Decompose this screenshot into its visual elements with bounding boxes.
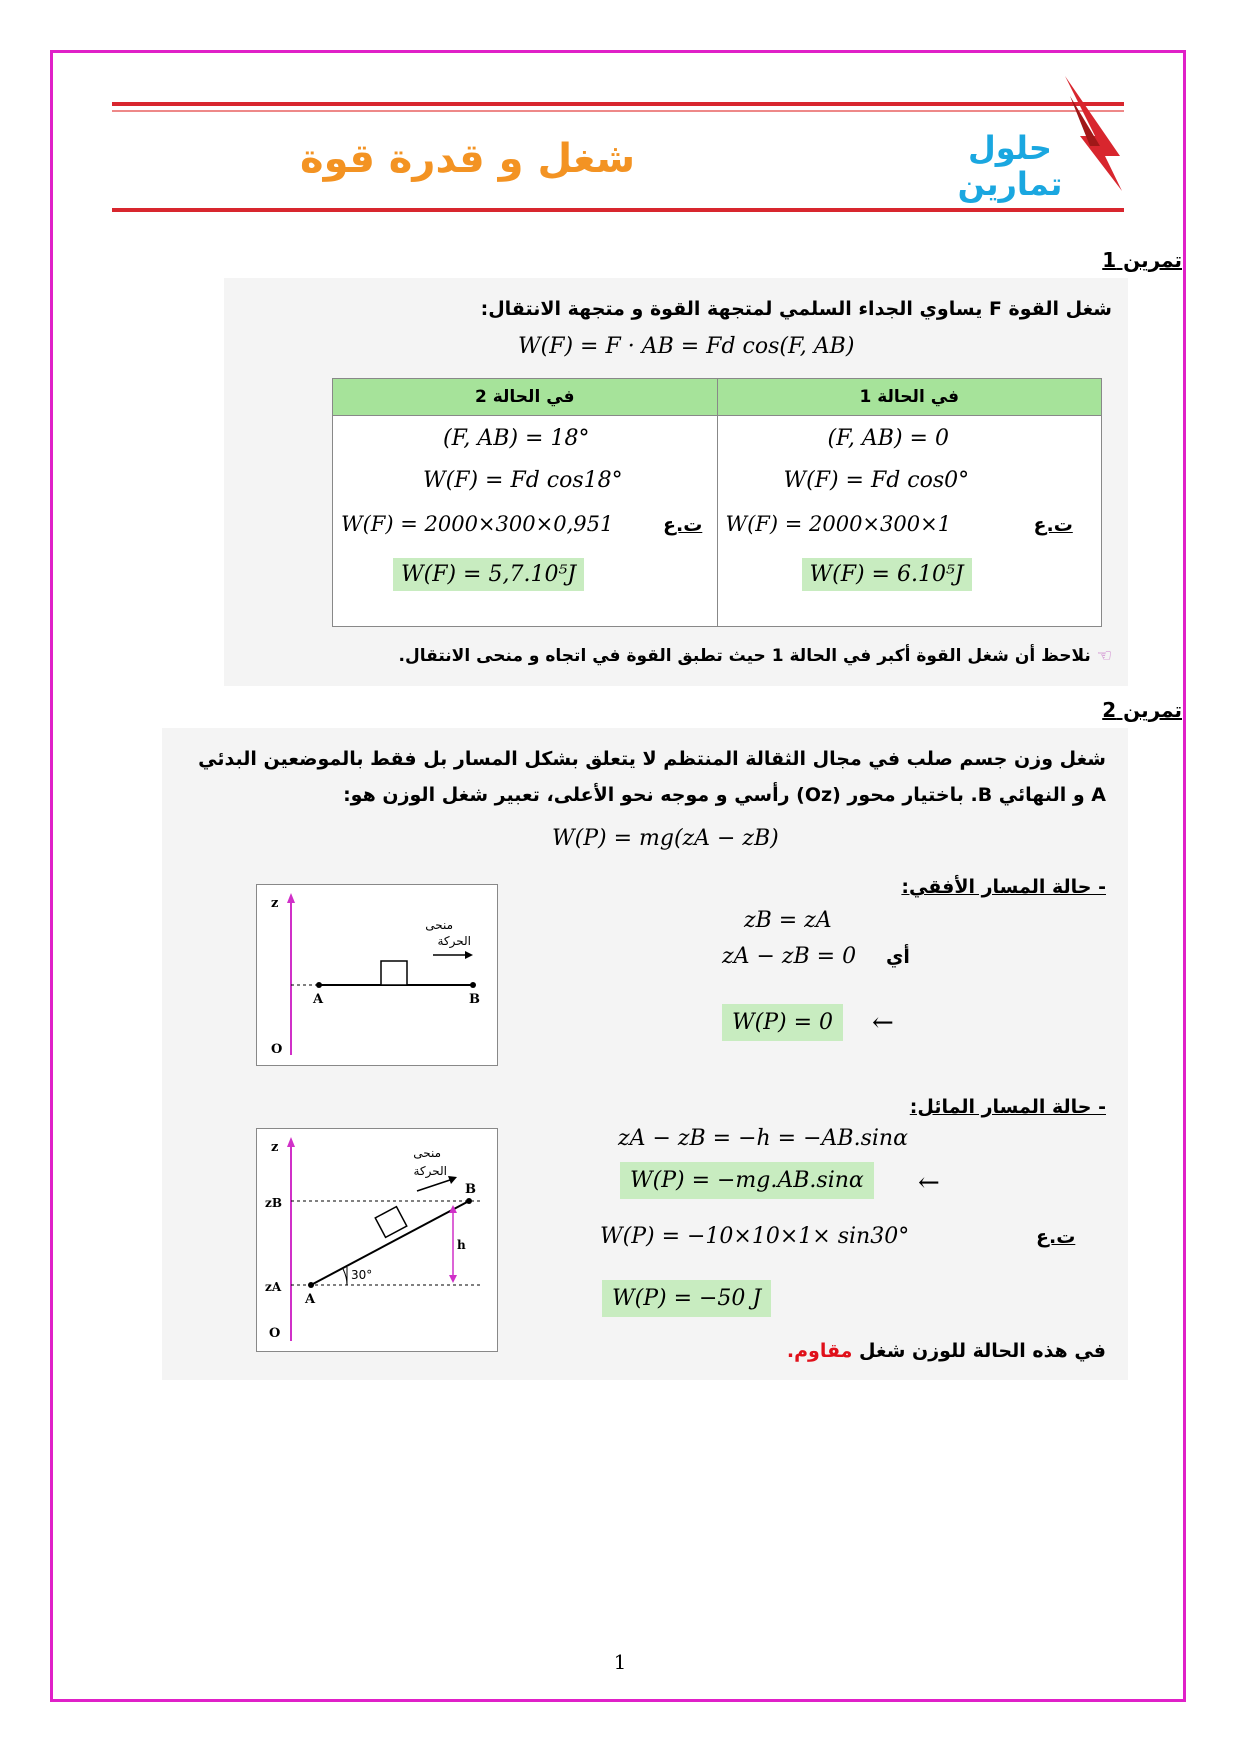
- horizontal-arrow-icon: ←: [872, 1008, 894, 1038]
- origin-label: O: [271, 1042, 283, 1057]
- motion-label-line1: منحى: [425, 918, 453, 932]
- logo: [950, 130, 1070, 202]
- h-arrow-down-icon: [449, 1275, 457, 1283]
- case2-header: في الحالة 2: [333, 379, 718, 416]
- case2-angle: (F, AB) = 18°: [443, 426, 590, 451]
- case2-result: W(F) = 5,7.10⁵J: [393, 558, 584, 591]
- exercise2-intro-line2: A و النهائي B. باختيار محور (Oz) رأسي و موجه نحو الأعلى، تعبير شغل الوزن هو:: [343, 784, 1106, 806]
- horizontal-result: W(P) = 0: [722, 1004, 843, 1041]
- inclined-diagram: [256, 1128, 498, 1352]
- inclined-final: W(P) = −50 J: [602, 1280, 771, 1317]
- motion-label-line2: الحركة: [413, 1164, 447, 1178]
- case1-header: في الحالة 1: [717, 379, 1102, 416]
- inclined-numeric: W(P) = −10×10×1× sin30°: [600, 1224, 910, 1249]
- exercise1-formula: W(F) = F · AB = Fd cos(F, AB): [518, 334, 855, 359]
- exercise1-label: تمرين 1: [1102, 248, 1182, 272]
- conclusion-prefix: في هذه الحالة للوزن شغل: [859, 1340, 1106, 1362]
- h-label: h: [457, 1238, 466, 1252]
- header-rule-top-thin: [112, 110, 1124, 112]
- inclined-tag: ت.ع: [1036, 1226, 1076, 1248]
- inclined-heading: - حالة المسار المائل:: [909, 1096, 1106, 1118]
- header-rule-bottom: [112, 208, 1124, 212]
- case1-cell: [717, 416, 1102, 627]
- horizontal-eq1: zB = zA: [744, 908, 832, 933]
- cases-table: [332, 378, 1102, 627]
- case2-cell: [333, 416, 718, 627]
- motion-arrow-icon: [465, 951, 473, 959]
- inclined-result: W(P) = −mg.AB.sinα: [620, 1162, 874, 1199]
- point-a-label: A: [313, 992, 324, 1007]
- horizontal-heading: - حالة المسار الأفقي:: [901, 876, 1106, 898]
- case1-numeric: W(F) = 2000×300×1: [725, 512, 952, 536]
- logo-line2: تمارين: [957, 165, 1063, 203]
- page-title: شغل و قدرة قوة: [300, 136, 636, 182]
- origin-label: O: [269, 1326, 281, 1341]
- horizontal-ay: أي: [886, 946, 910, 968]
- case1-tag: ت.ع: [1033, 514, 1073, 536]
- angle-arc: [343, 1269, 347, 1285]
- logo-mark-icon: [1060, 76, 1130, 196]
- horizontal-eq2: zA − zB = 0: [722, 944, 857, 969]
- logo-line1: حلول: [968, 129, 1052, 167]
- page-number: 1: [613, 1650, 627, 1674]
- horizontal-diagram: [256, 884, 498, 1066]
- conclusion-word: مقاوم.: [786, 1340, 853, 1362]
- motion-label-line2: الحركة: [437, 934, 471, 948]
- block: [375, 1207, 407, 1238]
- case1-work: W(F) = Fd cos0°: [783, 468, 970, 493]
- za-label: zA: [265, 1280, 282, 1294]
- z-axis-arrow-icon: [287, 893, 295, 903]
- point-b: [466, 1198, 472, 1204]
- inclined-eq1: zA − zB = −h = −AB.sinα: [618, 1126, 908, 1151]
- z-axis-label: z: [271, 1140, 279, 1155]
- case1-result: W(F) = 6.10⁵J: [802, 558, 972, 591]
- case2-numeric: W(F) = 2000×300×0,951: [341, 512, 614, 536]
- zb-label: zB: [265, 1196, 282, 1210]
- inclined-diagram-svg: [257, 1129, 497, 1351]
- exercise1-note: ☜ نلاحظ أن شغل القوة أكبر في الحالة 1 حيث تطبق القوة في اتجاه و منحى الانتقال.: [398, 646, 1112, 666]
- point-a: [308, 1282, 314, 1288]
- z-axis-label: z: [271, 896, 279, 911]
- case2-tag: ت.ع: [663, 514, 703, 536]
- inclined-arrow-icon: ←: [918, 1168, 940, 1198]
- exercise2-label: تمرين 2: [1102, 698, 1182, 722]
- case1-angle: (F, AB) = 0: [827, 426, 949, 451]
- point-a: [316, 982, 322, 988]
- motion-label-line1: منحى: [413, 1146, 441, 1160]
- exercise1-intro: شغل القوة F يساوي الجداء السلمي لمتجهة القوة و متجهة الانتقال:: [480, 298, 1112, 320]
- pointing-hand-icon: ☜: [1096, 646, 1112, 666]
- case2-work: W(F) = Fd cos18°: [423, 468, 623, 493]
- block: [381, 961, 407, 985]
- exercise2-formula: W(P) = mg(zA − zB): [552, 826, 779, 851]
- point-b: [470, 982, 476, 988]
- exercise2-intro-line1: شغل وزن جسم صلب في مجال الثقالة المنتظم لا يتعلق بشكل المسار بل فقط بالموضعين البدئي: [198, 748, 1106, 770]
- header-rule-top: [112, 102, 1124, 106]
- point-b-label: B: [469, 992, 480, 1007]
- point-a-label: A: [305, 1292, 316, 1307]
- z-axis-arrow-icon: [287, 1137, 295, 1147]
- point-b-label: B: [465, 1182, 476, 1197]
- horizontal-diagram-svg: [257, 885, 497, 1065]
- motion-line: [417, 1179, 453, 1191]
- exercise2-conclusion: [787, 1340, 1106, 1362]
- angle-label: 30°: [351, 1268, 373, 1282]
